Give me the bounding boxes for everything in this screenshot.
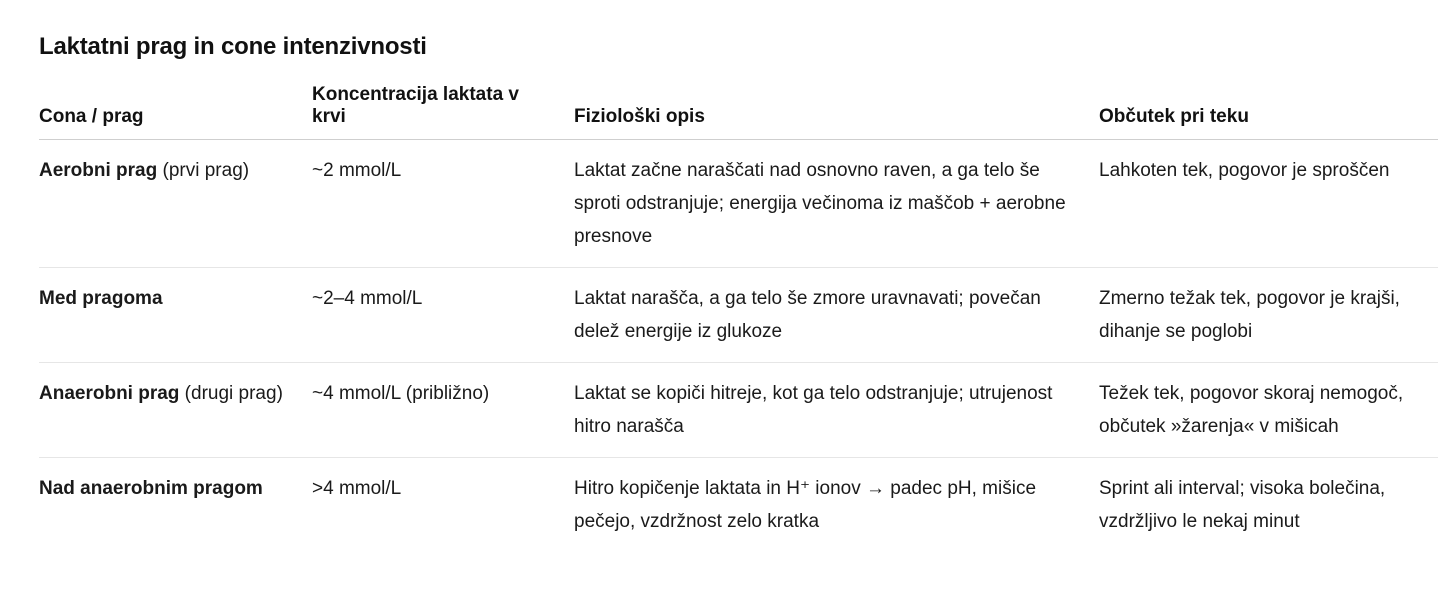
header-description: Fiziološki opis (574, 83, 1099, 139)
table-row (39, 362, 1438, 457)
concentration-cell: ~2 mmol/L (312, 139, 574, 267)
feeling-cell: Težek tek, pogovor skoraj nemogoč, občutek »žarenja« v mišicah (1099, 362, 1438, 457)
feeling-cell: Zmerno težak tek, pogovor je krajši, dihanje se poglobi (1099, 267, 1438, 362)
feeling-cell: Sprint ali interval; visoka bolečina, vzdržljivo le nekaj minut (1099, 477, 1386, 532)
table-row (39, 267, 1438, 362)
description-cell: Laktat narašča, a ga telo še zmore uravnavati; povečan delež energije iz glukoze (574, 267, 1099, 362)
page-title: Laktatni prag in cone intenzivnosti (39, 33, 427, 60)
feeling-cell: Lahkoten tek, pogovor je sproščen (1099, 139, 1438, 267)
zone-name: Med pragoma (39, 287, 163, 309)
concentration-cell: ~2–4 mmol/L (312, 267, 574, 362)
concentration-cell: >4 mmol/L (312, 477, 402, 499)
zone-cell (39, 457, 312, 552)
table-row (39, 457, 1438, 552)
concentration-cell: ~4 mmol/L (približno) (312, 362, 574, 457)
header-zone: Cona / prag (39, 83, 312, 139)
header-feeling: Občutek pri teku (1099, 83, 1438, 139)
zone-note: (prvi prag) (157, 159, 250, 181)
zone-cell (39, 139, 312, 267)
zone-cell (39, 362, 312, 457)
table-header-row (39, 83, 1438, 139)
zone-name: Nad anaerobnim pragom (39, 477, 263, 499)
zone-cell (39, 267, 312, 362)
description-cell: Laktat se kopiči hitreje, kot ga telo odstranjuje; utrujenost hitro narašča (574, 362, 1099, 457)
table-row (39, 139, 1438, 267)
zone-note: (drugi prag) (179, 382, 283, 404)
zone-name: Aerobni prag (39, 159, 158, 181)
zone-name: Anaerobni prag (39, 382, 180, 404)
description-cell: Laktat začne naraščati nad osnovno raven, a ga telo še sproti odstranjuje; energija večinoma iz maščob + aerobne presnove (574, 139, 1099, 267)
header-concentration: Koncentracija laktata v krvi (312, 83, 574, 139)
lactate-zones-table (39, 83, 1438, 552)
description-cell: Hitro kopičenje laktata in H⁺ ionov → padec pH, mišice pečejo, vzdržnost zelo kratka (574, 477, 1037, 532)
